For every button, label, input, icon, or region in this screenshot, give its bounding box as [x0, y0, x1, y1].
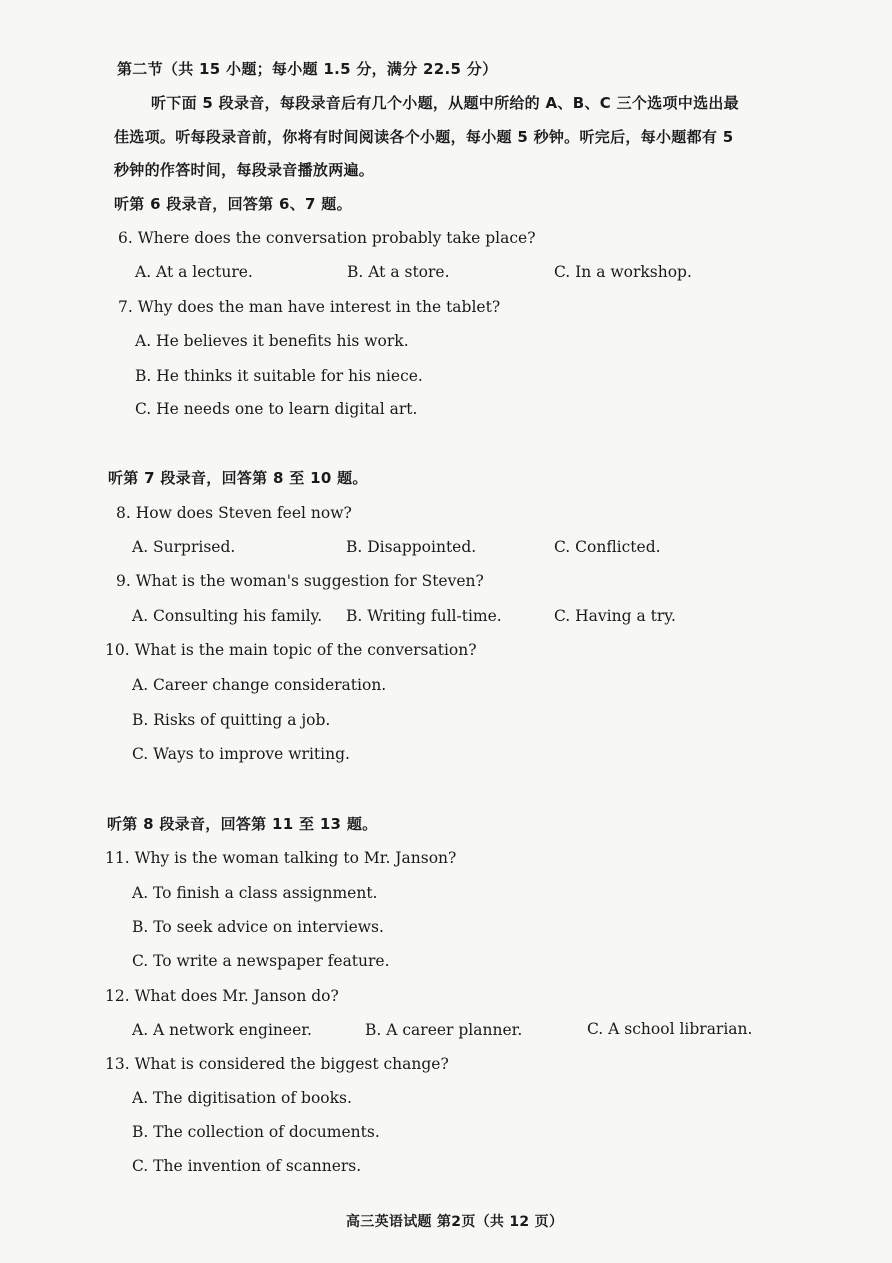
option-c: C. In a workshop. [554, 263, 692, 281]
option-b: B. Disappointed. [346, 538, 477, 556]
question-stem: 12. What does Mr. Janson do? [105, 987, 339, 1005]
option-b: B. At a store. [347, 263, 450, 281]
option-a: A. Consulting his family. [132, 607, 323, 625]
page-footer: 高三英语试题 第2页（共 12 页） [346, 1214, 564, 1230]
instruction-line-2: 佳选项。听每段录音前，你将有时间阅读各个小题，每小题 5 秒钟。听完后，每小题都有 5 [114, 128, 734, 146]
question-stem: 11. Why is the woman talking to Mr. Janson? [105, 849, 457, 867]
question-stem: 10. What is the main topic of the conversation? [105, 641, 477, 659]
option-b: B. A career planner. [365, 1021, 523, 1039]
question-stem: 9. What is the woman's suggestion for Steven? [116, 572, 484, 590]
group-heading: 听第 8 段录音，回答第 11 至 13 题。 [107, 815, 378, 833]
option-b: B. To seek advice on interviews. [132, 918, 384, 936]
question-stem: 6. Where does the conversation probably take place? [118, 229, 536, 247]
option-b: B. He thinks it suitable for his niece. [135, 367, 423, 385]
option-a: A. A network engineer. [132, 1021, 312, 1039]
option-a: A. He believes it benefits his work. [135, 332, 409, 350]
option-b: B. Writing full-time. [346, 607, 502, 625]
option-a: A. To finish a class assignment. [132, 884, 378, 902]
option-c: C. A school librarian. [587, 1020, 753, 1038]
option-c: C. Conflicted. [554, 538, 661, 556]
option-a: A. Surprised. [132, 538, 236, 556]
group-heading: 听第 7 段录音，回答第 8 至 10 题。 [108, 469, 368, 487]
option-a: A. At a lecture. [135, 263, 253, 281]
question-stem: 8. How does Steven feel now? [116, 504, 352, 522]
section-title: 第二节（共 15 小题；每小题 1.5 分，满分 22.5 分） [117, 60, 498, 78]
option-c: C. Ways to improve writing. [132, 745, 350, 763]
option-b: B. The collection of documents. [132, 1123, 380, 1141]
option-c: C. To write a newspaper feature. [132, 952, 390, 970]
option-c: C. Having a try. [554, 607, 676, 625]
option-a: A. Career change consideration. [132, 676, 387, 694]
question-stem: 7. Why does the man have interest in the tablet? [118, 298, 501, 316]
option-b: B. Risks of quitting a job. [132, 711, 331, 729]
instruction-line-1: 听下面 5 段录音，每段录音后有几个小题，从题中所给的 A、B、C 三个选项中选出最 [151, 94, 739, 112]
option-c: C. The invention of scanners. [132, 1157, 362, 1175]
question-stem: 13. What is considered the biggest change? [105, 1055, 449, 1073]
option-c: C. He needs one to learn digital art. [135, 400, 418, 418]
instruction-line-3: 秒钟的作答时间，每段录音播放两遍。 [114, 161, 375, 179]
group-heading: 听第 6 段录音，回答第 6、7 题。 [114, 195, 352, 213]
option-a: A. The digitisation of books. [132, 1089, 352, 1107]
